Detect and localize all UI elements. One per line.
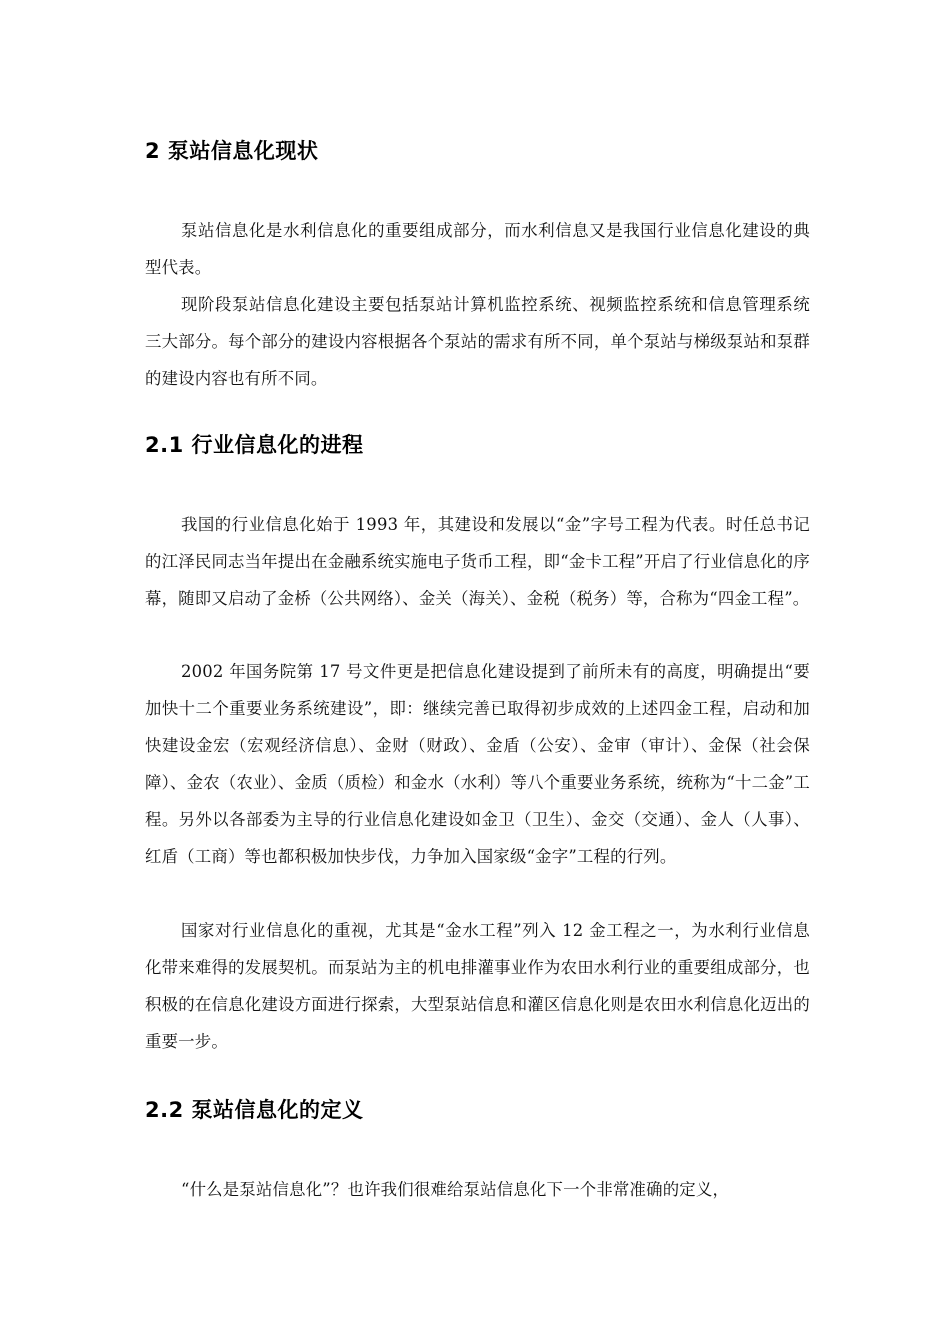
section-heading-2: 2 泵站信息化现状 — [145, 139, 319, 163]
paragraph: 泵站信息化是水利信息化的重要组成部分，而水利信息又是我国行业信息化建设的典型代表。 — [145, 221, 810, 277]
paragraph: 现阶段泵站信息化建设主要包括泵站计算机监控系统、视频监控系统和信息管理系统三大部分。每个部分的建设内容根据各个泵站的需求有所不同，单个泵站与梯级泵站和泵群的建设内容也有所不同。 — [145, 295, 810, 388]
paragraph: 我国的行业信息化始于 1993 年，其建设和发展以“金”字号工程为代表。时任总书记的江泽民同志当年提出在金融系统实施电子货币工程，即“金卡工程”开启了行业信息化的序幕，随即又启动了金桥（公共网络）、金关（海关）、金税（税务）等，合称为“四金工程”。 — [145, 515, 810, 608]
section-heading-2-2: 2.2 泵站信息化的定义 — [145, 1098, 364, 1122]
section-heading-2-1: 2.1 行业信息化的进程 — [145, 433, 364, 457]
paragraph: 国家对行业信息化的重视，尤其是“金水工程”列入 12 金工程之一，为水利行业信息化带来难得的发展契机。而泵站为主的机电排灌事业作为农田水利行业的重要组成部分，也积极的在信息化建设方面进行探索，大型泵站信息和灌区信息化则是农田水利信息化迈出的重要一步。 — [145, 921, 810, 1051]
paragraph: 2002 年国务院第 17 号文件更是把信息化建设提到了前所未有的高度，明确提出“要加快十二个重要业务系统建设”，即：继续完善已取得初步成效的上述四金工程，启动和加快建设金宏（宏观经济信息）、金财（财政）、金盾（公安）、金审（审计）、金保（社会保障）、金农（农业）、金质（质检）和金水（水利）等八个重要业务系统，统称为“十二金”工程。另外以各部委为主导的行业信息化建设如金卫（卫生）、金交（交通）、金人（人事）、红盾（工商）等也都积极加快步伐，力争加入国家级“金字”工程的行列。 — [145, 662, 810, 866]
paragraph: “什么是泵站信息化”？也许我们很难给泵站信息化下一个非常准确的定义， — [181, 1180, 730, 1199]
